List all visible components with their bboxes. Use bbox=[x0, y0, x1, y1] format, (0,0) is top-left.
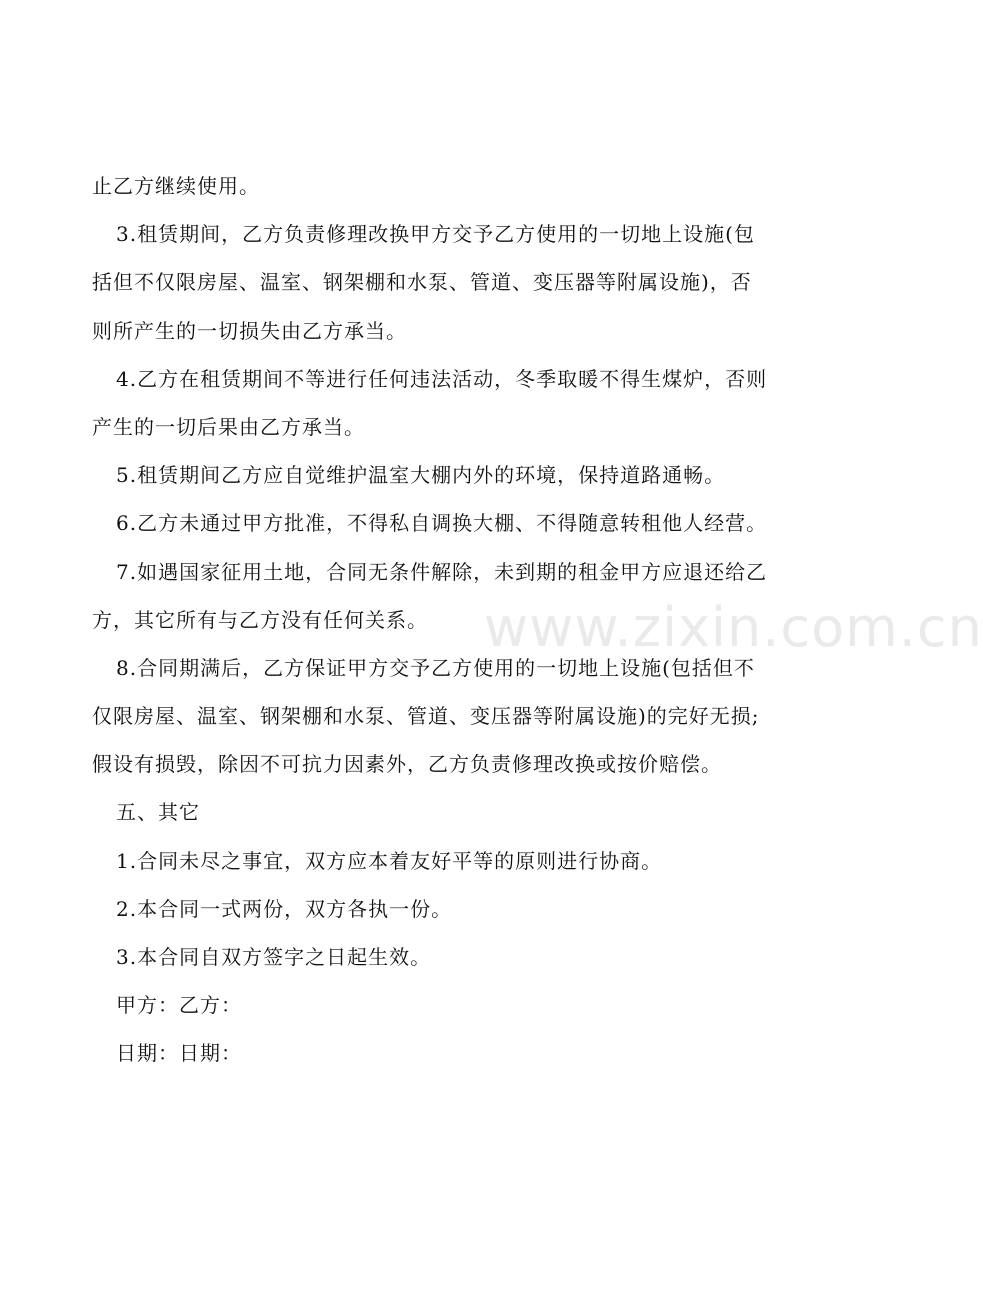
clause-5: 5.租赁期间乙方应自觉维护温室大棚内外的环境，保持道路通畅。 bbox=[116, 463, 726, 488]
section-heading-other: 五、其它 bbox=[116, 800, 200, 825]
clause-4-line-1: 4.乙方在租赁期间不等进行任何违法活动，冬季取暖不得生煤炉，否则 bbox=[116, 366, 768, 391]
other-clause-3: 3.本合同自双方签字之日起生效。 bbox=[116, 945, 432, 969]
other-clause-1: 1.合同未尽之事宜，双方应本着友好平等的原则进行协商。 bbox=[116, 848, 663, 873]
clause-3-line-2: 括但不仅限房屋、温室、钢架棚和水泵、管道、变压器等附属设施)，否 bbox=[92, 270, 752, 295]
clause-7-line-1: 7.如遇国家征用土地，合同无条件解除，未到期的租金甲方应退还给乙 bbox=[116, 559, 768, 584]
clause-3-line-1: 3.租赁期间，乙方负责修理改换甲方交予乙方使用的一切地上设施(包 bbox=[116, 222, 755, 247]
other-clause-2: 2.本合同一式两份，双方各执一份。 bbox=[116, 896, 453, 921]
clause-8-line-2: 仅限房屋、温室、钢架棚和水泵、管道、变压器等附属设施)的完好无损; bbox=[92, 704, 760, 729]
clause-3-line-3: 则所产生的一切损失由乙方承当。 bbox=[92, 318, 407, 343]
watermark-text: www.zixin.com.cn bbox=[484, 596, 983, 659]
signature-parties: 甲方：乙方： bbox=[116, 993, 242, 1018]
text-line-1: 止乙方继续使用。 bbox=[92, 174, 260, 198]
clause-6: 6.乙方未通过甲方批准，不得私自调换大棚、不得随意转租他人经营。 bbox=[116, 511, 768, 536]
contract-text bbox=[92, 162, 830, 1078]
clause-8-line-3: 假设有损毁，除因不可抗力因素外，乙方负责修理改换或按价赔偿。 bbox=[92, 752, 722, 777]
clause-7-line-2: 方，其它所有与乙方没有任何关系。 bbox=[92, 607, 428, 632]
clause-8-line-1: 8.合同期满后，乙方保证甲方交予乙方使用的一切地上设施(包括但不 bbox=[116, 655, 755, 680]
clause-4-line-2: 产生的一切后果由乙方承当。 bbox=[92, 414, 365, 439]
signature-dates: 日期：日期： bbox=[116, 1041, 242, 1066]
